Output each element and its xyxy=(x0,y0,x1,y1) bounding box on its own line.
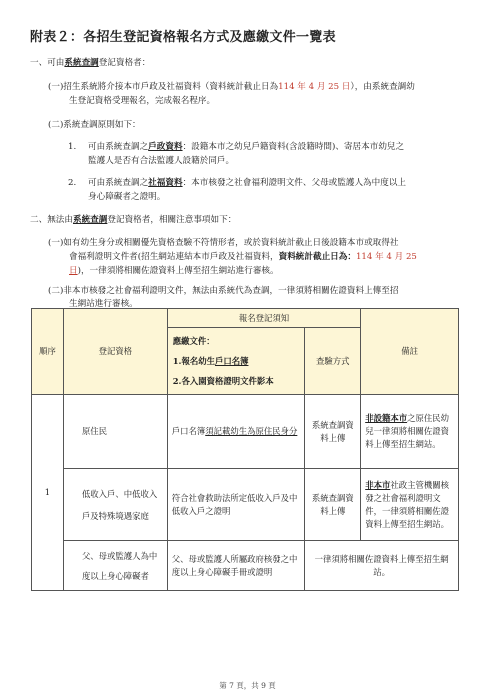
docs-indigenous: 戶口名簿須記載幼生為原住民身分 xyxy=(167,395,305,469)
sub2-number: 2. xyxy=(68,178,77,188)
section2-item2-line2: 生網站進行審核。 xyxy=(69,299,138,309)
header-method: 查驗方式 xyxy=(305,328,361,395)
page-footer: 第 7 頁，共 9 頁 xyxy=(219,681,276,690)
method-low-income: 系統查調資料上傳 xyxy=(305,469,361,541)
section1-item2: (二)系統查調原則如下： xyxy=(48,120,141,130)
method-indigenous: 系統查調資料上傳 xyxy=(305,395,361,469)
header-documents: 應繳文件： 1.報名幼生戶口名簿 2.各入園資格證明文件影本 xyxy=(167,328,305,395)
sub2-line2: 身心障礙者之證明。 xyxy=(88,192,166,202)
docs-low-income: 符合社會救助法所定低收入戶及中低收入戶之證明 xyxy=(167,469,305,541)
method-note-disabled-parent: 一律須將相關佐證資料上傳至招生網站。 xyxy=(305,541,459,591)
section2-intro: 二、無法由系統查調登記資格者，相關注意事項如下： xyxy=(30,215,237,225)
section2-item1-line2: 會福利證明文件者(招生網站連結本市戶政及社福資料，資料統計截止日為：114 年 4 月 25 xyxy=(69,252,417,262)
table-row xyxy=(32,395,459,469)
sub1-line2: 監護人是否有合法監護人設籍於同戶。 xyxy=(88,156,235,166)
header-qualification: 登記資格 xyxy=(63,309,167,395)
requirements-table xyxy=(31,308,459,591)
table-row xyxy=(32,469,459,541)
qualification-disabled-parent: 父、母或監護人為中度以上身心障礙者 xyxy=(63,541,167,591)
docs-disabled-parent: 父、母或監護人所屬政府核發之中度以上身心障礙手冊或證明 xyxy=(167,541,305,591)
section1-intro: 一、可由系統查調登記資格者： xyxy=(30,58,151,68)
page-title: 附表２：各招生登記資格報名方式及應繳文件一覽表 xyxy=(30,30,336,45)
section1-item1: (一)招生系統將介接本市戶政及社福資料（資料統計截止日為114 年 4 月 25 日），由系統查調幼 xyxy=(48,82,415,92)
section1-item1-line2: 生登記資格受理報名，完成報名程序。 xyxy=(69,96,216,106)
qualification-low-income: 低收入戶、中低收入戶及特殊境遇家庭 xyxy=(63,469,167,541)
header-seq: 順序 xyxy=(32,309,64,395)
table-row xyxy=(32,541,459,591)
section2-item1-line1: (一)如有幼生身分或相關優先資格查驗不符情形者，或於資料統計截止日後設籍本市或取得社 xyxy=(48,238,399,248)
sub2-text: 可由系統查調之社福資料：本市核發之社會福利證明文件、父母或監護人為中度以上 xyxy=(88,178,407,188)
sub1-text: 可由系統查調之戶政資料：設籍本市之幼兒戶籍資料(含設籍時間)、寄居本市幼兒之 xyxy=(88,142,405,152)
note-low-income: 非本市社政主管機關核發之社會福利證明文件，一律須將相關佐證資料上傳至招生網站。 xyxy=(361,469,459,541)
section2-item2-line1: (二)非本市核發之社會福利證明文件，無法由系統代為查調，一律須將相關佐證資料上傳至招 xyxy=(48,286,399,296)
qualification-indigenous: 原住民 xyxy=(63,395,167,469)
sub1-number: 1. xyxy=(68,142,77,152)
header-note: 備註 xyxy=(361,309,459,395)
deadline-date: 114 年 4 月 25 日 xyxy=(278,82,351,92)
section2-item1-line3: 日)，一律須將相關佐證資料上傳至招生網站進行審核。 xyxy=(69,266,279,276)
note-indigenous: 非設籍本市之原住民幼兒一律須將相關佐證資料上傳至招生網站。 xyxy=(361,395,459,469)
header-registration-notice: 報名登記須知 xyxy=(167,309,360,328)
row-seq: 1 xyxy=(32,395,64,591)
